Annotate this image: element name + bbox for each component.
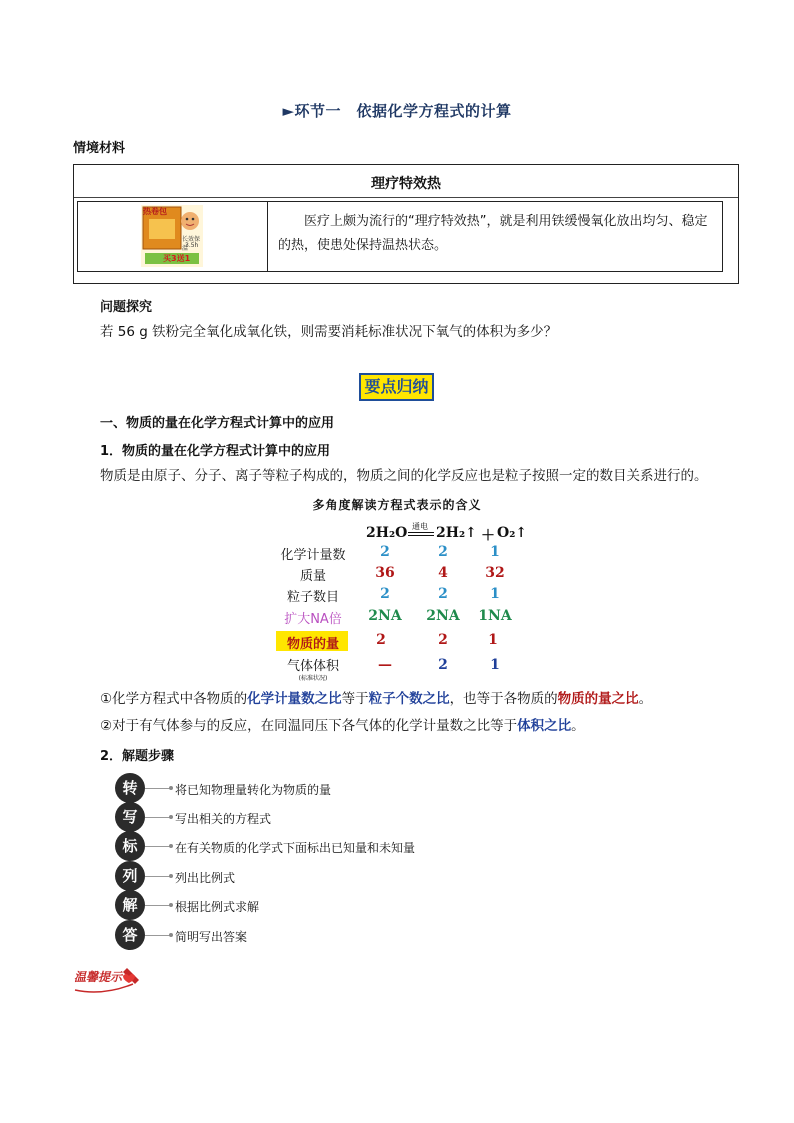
value-cell: 2	[380, 586, 390, 602]
connector-line	[145, 846, 171, 847]
step-2-badge: 写	[115, 802, 145, 832]
row-label-avogadro: 扩大NA倍	[284, 612, 342, 627]
connector-dot	[169, 786, 173, 790]
value-cell: 4	[438, 565, 448, 581]
equation-plus: ＋	[481, 528, 495, 544]
key-points-badge: 要点归纳	[359, 373, 434, 401]
value-cell: 2	[376, 632, 386, 648]
note-highlight: 粒子个数之比	[368, 691, 450, 707]
divider	[74, 197, 738, 198]
note-text: ，也等于各物质的	[449, 691, 558, 707]
value-cell: 2	[438, 657, 448, 673]
connector-line	[145, 788, 171, 789]
situation-label: 情境材料	[73, 141, 126, 156]
equation-reactant: 2H₂O	[366, 525, 408, 541]
product-top-text: 热卷包	[143, 207, 167, 216]
note-highlight: 化学计量数之比	[247, 691, 342, 707]
value-cell: 1	[490, 586, 500, 602]
heading-2: 1．物质的量在化学方程式计算中的应用	[100, 444, 331, 459]
step-2-text: 写出相关的方程式	[175, 812, 272, 826]
step-5-text: 根据比例式求解	[175, 900, 260, 914]
step-1-badge: 转	[115, 773, 145, 803]
step-4-badge: 列	[115, 861, 145, 891]
value-cell: 36	[375, 565, 395, 581]
product-promo: 买3送1	[163, 254, 191, 263]
step-3-text: 在有关物质的化学式下面标出已知量和未知量	[175, 841, 416, 855]
note-highlight: 物质的量之比	[557, 691, 639, 707]
heat-pack-image	[141, 205, 203, 267]
product-hours: 3.5h	[185, 242, 199, 249]
row-label-coefficient: 化学计量数	[280, 548, 346, 563]
connector-line	[145, 817, 171, 818]
value-cell: 2NA	[368, 608, 402, 624]
connector-dot	[169, 815, 173, 819]
tip-logo-text: 温馨提示	[74, 970, 123, 984]
value-cell: 1	[488, 632, 498, 648]
question-label: 问题探究	[100, 300, 153, 315]
connector-dot	[169, 844, 173, 848]
value-cell: 1	[490, 657, 500, 673]
step-3-badge: 标	[115, 831, 145, 861]
row-label-amount: 物质的量	[286, 637, 339, 652]
diagram-title: 多角度解读方程式表示的含义	[312, 498, 482, 512]
row-sublabel: (标准状况)	[298, 675, 328, 682]
product-side-text: 长效保温	[182, 236, 201, 252]
situation-inner-table	[77, 201, 723, 272]
equation-arrow-line	[408, 532, 434, 533]
value-cell: 2	[380, 544, 390, 560]
note-2	[100, 716, 585, 736]
row-label-particles: 粒子数目	[286, 590, 339, 605]
value-cell: —	[378, 657, 392, 673]
heading-3: 2．解题步骤	[100, 749, 175, 764]
connector-line	[145, 876, 171, 877]
step-1-text: 将已知物理量转化为物质的量	[175, 783, 332, 797]
heading-1: 一、物质的量在化学方程式计算中的应用	[100, 416, 335, 431]
value-cell: 2NA	[426, 608, 460, 624]
connector-line	[145, 935, 171, 936]
note-text: 。	[638, 691, 653, 707]
connector-line	[145, 905, 171, 906]
section-title: ►环节一 依据化学方程式的计算	[282, 102, 512, 120]
value-cell: 2	[438, 544, 448, 560]
situation-description: 医疗上颇为流行的“理疗特效热”，就是利用铁缓慢氧化放出均匀、稳定的热，使患处保持温热状态。	[278, 214, 708, 253]
value-cell: 32	[485, 565, 505, 581]
intro-paragraph: 物质是由原子、分子、离子等粒子构成的，物质之间的化学反应也是粒子按照一定的数目关系进行的。	[100, 468, 708, 484]
question-text: 若 56 g 铁粉完全氧化成氧化铁，则需要消耗标准状况下氧气的体积为多少？	[100, 324, 558, 340]
value-cell: 2	[438, 632, 448, 648]
situation-box	[73, 164, 739, 284]
note-text: 等于	[341, 691, 369, 707]
note-text: ①化学方程式中各物质的	[100, 691, 248, 707]
note-text: ②对于有气体参与的反应，在同温同压下各气体的化学计量数之比等于	[100, 718, 518, 734]
note-1	[100, 689, 652, 709]
step-6-badge: 答	[115, 920, 145, 950]
connector-dot	[169, 874, 173, 878]
value-cell: 1NA	[478, 608, 512, 624]
tip-logo	[73, 962, 143, 996]
equation-condition: 通电	[412, 522, 428, 531]
connector-dot	[169, 933, 173, 937]
equation-product-2: O₂↑	[497, 525, 528, 541]
value-cell: 1	[490, 544, 500, 560]
step-5-badge: 解	[115, 890, 145, 920]
equation-arrow-line	[408, 535, 434, 536]
row-label-mass: 质量	[299, 569, 326, 584]
note-highlight: 体积之比	[517, 718, 572, 734]
step-6-text: 简明写出答案	[175, 930, 248, 944]
situation-box-title: 理疗特效热	[371, 176, 441, 192]
divider	[267, 202, 268, 271]
value-cell: 2	[438, 586, 448, 602]
note-text: 。	[571, 718, 585, 734]
equation-product-1: 2H₂↑	[436, 525, 477, 541]
step-4-text: 列出比例式	[175, 871, 236, 885]
row-label-volume: 气体体积	[286, 659, 339, 674]
connector-dot	[169, 903, 173, 907]
